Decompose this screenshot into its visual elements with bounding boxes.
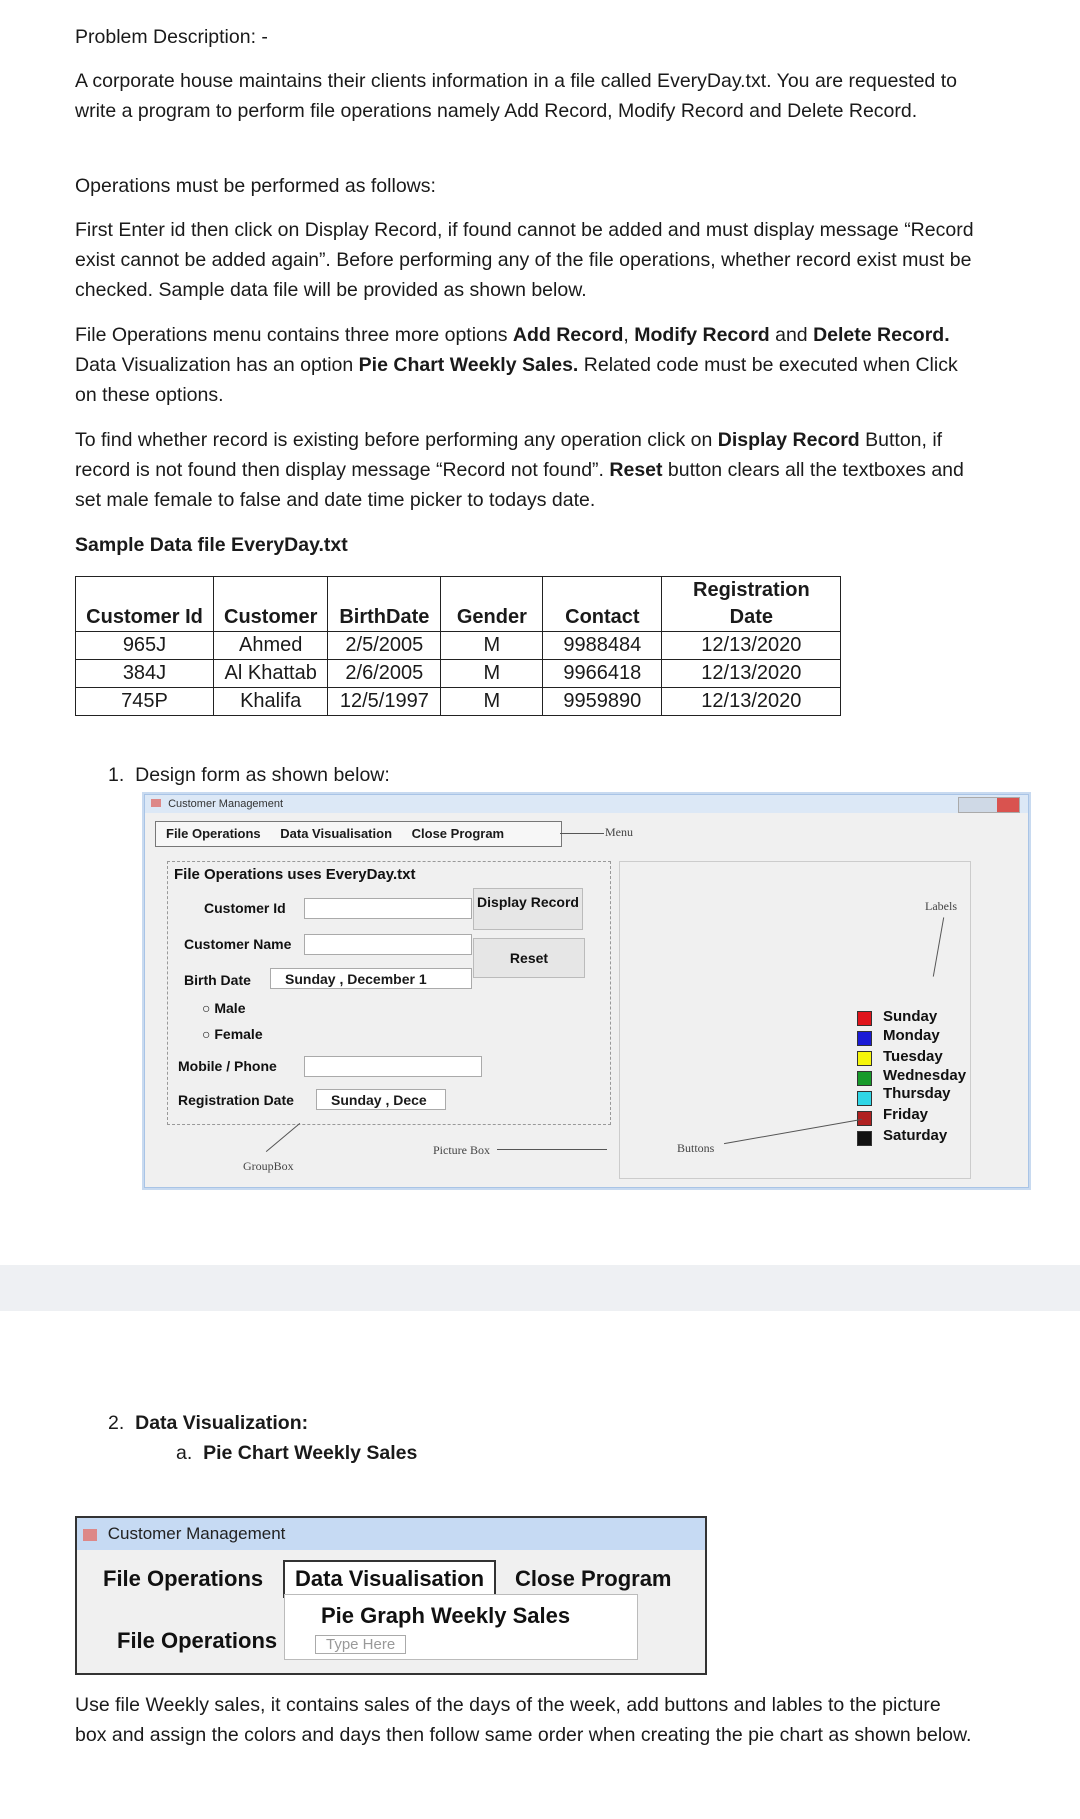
swatch-thursday[interactable]	[857, 1091, 872, 1106]
col-header: Gender	[441, 577, 543, 632]
legend-saturday: Saturday	[883, 1127, 948, 1144]
cell: 9959890	[543, 688, 662, 716]
picture-box-annotation: Picture Box	[433, 1143, 490, 1157]
birth-date-picker[interactable]: Sunday , December 1	[270, 968, 472, 989]
cell: 965J	[76, 632, 214, 660]
cell: 12/13/2020	[662, 660, 841, 688]
paragraph-1: A corporate house maintains their clients information in a file called EveryDay.txt. You are requested to write a program to perform file operations namely Add Record, Modify Record and Delete Record.	[75, 70, 957, 122]
paragraph-3: First Enter id then click on Display Record, if found cannot be added and must display message “Record exist cannot be added again”. Before performing any of the file operations, whether record exist must be checked. Sample data file will be provided as shown below.	[75, 219, 974, 301]
group-title: File Operations uses EveryDay.txt	[174, 866, 416, 883]
window-title-2: Customer Management	[107, 1524, 286, 1543]
labels-annotation: Labels	[925, 899, 957, 913]
customer-name-input[interactable]	[304, 934, 472, 955]
table-row	[76, 688, 841, 716]
cell: M	[441, 632, 543, 660]
sample-title: Sample Data file EveryDay.txt	[75, 534, 348, 556]
table-row	[76, 660, 841, 688]
type-here-box[interactable]: Type Here	[315, 1635, 406, 1654]
col-header: Contact	[543, 577, 662, 632]
window-controls[interactable]	[958, 797, 1020, 813]
swatch-saturday[interactable]	[857, 1131, 872, 1146]
legend-monday: Monday	[883, 1027, 940, 1044]
display-record-button[interactable]: Display Record	[473, 888, 583, 930]
file-operations-behind: File Operations	[117, 1628, 278, 1653]
cell: 12/5/1997	[328, 688, 441, 716]
col-header: Registration Date	[662, 577, 841, 632]
legend-friday: Friday	[883, 1106, 929, 1123]
cell: 9988484	[543, 632, 662, 660]
legend-sunday: Sunday	[883, 1008, 938, 1025]
buttons-annotation: Buttons	[677, 1141, 715, 1155]
menu-data-visualisation[interactable]: Data Visualisation	[280, 826, 393, 841]
cell: 12/13/2020	[662, 688, 841, 716]
menu-file-operations-2[interactable]: File Operations	[103, 1566, 264, 1591]
menu-file-operations[interactable]: File Operations	[166, 826, 261, 841]
menu-close-program-2[interactable]: Close Program	[515, 1566, 672, 1591]
legend-tuesday: Tuesday	[883, 1048, 943, 1065]
legend-wednesday: Wednesday	[883, 1067, 967, 1084]
cell: 9966418	[543, 660, 662, 688]
col-header: Customer	[214, 577, 328, 632]
customer-management-window-2	[75, 1516, 707, 1675]
sample-data-table	[75, 576, 841, 716]
customer-id-label: Customer Id	[204, 900, 286, 916]
paragraph-5: To find whether record is existing before performing any operation click on Display Record Button, if record is not found then display message “Record not found”. Reset button clears all the textboxes and set male female to false and date time picker to todays date.	[75, 429, 964, 511]
customer-id-input[interactable]	[304, 898, 472, 919]
data-visualisation-dropdown	[284, 1594, 638, 1660]
birth-date-label: Birth Date	[184, 972, 251, 988]
reg-date-label: Registration Date	[178, 1092, 294, 1108]
customer-name-label: Customer Name	[184, 936, 292, 952]
cell: 12/13/2020	[662, 632, 841, 660]
legend	[857, 1007, 985, 1144]
table-row	[76, 632, 841, 660]
cell: Al Khattab	[214, 660, 328, 688]
swatch-sunday[interactable]	[857, 1011, 872, 1026]
col-header: BirthDate	[328, 577, 441, 632]
menu-close-program[interactable]: Close Program	[411, 826, 505, 841]
step-2a: a. Pie Chart Weekly Sales	[176, 1442, 418, 1464]
col-header: Customer Id	[76, 577, 214, 632]
customer-management-window	[144, 794, 1029, 1188]
window-titlebar	[145, 795, 1028, 813]
menu-bar	[155, 821, 562, 847]
step-2: 2. Data Visualization:	[108, 1412, 309, 1434]
window-title: Customer Management	[168, 798, 284, 810]
menu-pointer-line	[560, 833, 604, 834]
groupbox-annotation: GroupBox	[243, 1159, 294, 1173]
paragraph-2: Operations must be performed as follows:	[75, 175, 436, 197]
menu-annotation: Menu	[605, 825, 633, 839]
paragraph-4: File Operations menu contains three more options Add Record, Modify Record and Delete Record. Data Visualization has an option Pie Chart Weekly Sales. Related code must be executed when Click on these options.	[75, 324, 958, 406]
cell: 2/5/2005	[328, 632, 441, 660]
swatch-tuesday[interactable]	[857, 1051, 872, 1066]
cell: 745P	[76, 688, 214, 716]
page-break-band	[0, 1265, 1080, 1311]
menu-data-visualisation-2[interactable]: Data Visualisation	[283, 1560, 496, 1598]
female-radio[interactable]: ○ Female	[202, 1026, 263, 1042]
app-icon	[83, 1529, 97, 1541]
pie-graph-menu-item[interactable]: Pie Graph Weekly Sales	[321, 1603, 571, 1628]
groupbox-pointer-line	[266, 1123, 300, 1152]
reset-button[interactable]: Reset	[473, 938, 585, 978]
cell: 384J	[76, 660, 214, 688]
cell: Ahmed	[214, 632, 328, 660]
close-icon[interactable]	[997, 798, 1019, 812]
legend-thursday: Thursday	[883, 1085, 951, 1102]
groupbox	[167, 861, 611, 1125]
window-titlebar-2	[77, 1518, 705, 1550]
mobile-label: Mobile / Phone	[178, 1058, 277, 1074]
cell: Khalifa	[214, 688, 328, 716]
cell: M	[441, 660, 543, 688]
paragraph-outro: Use file Weekly sales, it contains sales of the days of the week, add buttons and lables to the picture box and assign the colors and days then follow same order when creating the pie chart as shown below.	[75, 1694, 972, 1746]
mobile-input[interactable]	[304, 1056, 482, 1077]
heading: Problem Description: -	[75, 26, 268, 48]
reg-date-picker[interactable]: Sunday , Dece	[316, 1089, 446, 1110]
cell: M	[441, 688, 543, 716]
swatch-monday[interactable]	[857, 1031, 872, 1046]
app-icon	[151, 799, 161, 807]
picture-box-pointer-line	[497, 1149, 607, 1150]
swatch-wednesday[interactable]	[857, 1071, 872, 1086]
step-1: 1. Design form as shown below:	[108, 764, 390, 786]
male-radio[interactable]: ○ Male	[202, 1000, 246, 1016]
cell: 2/6/2005	[328, 660, 441, 688]
